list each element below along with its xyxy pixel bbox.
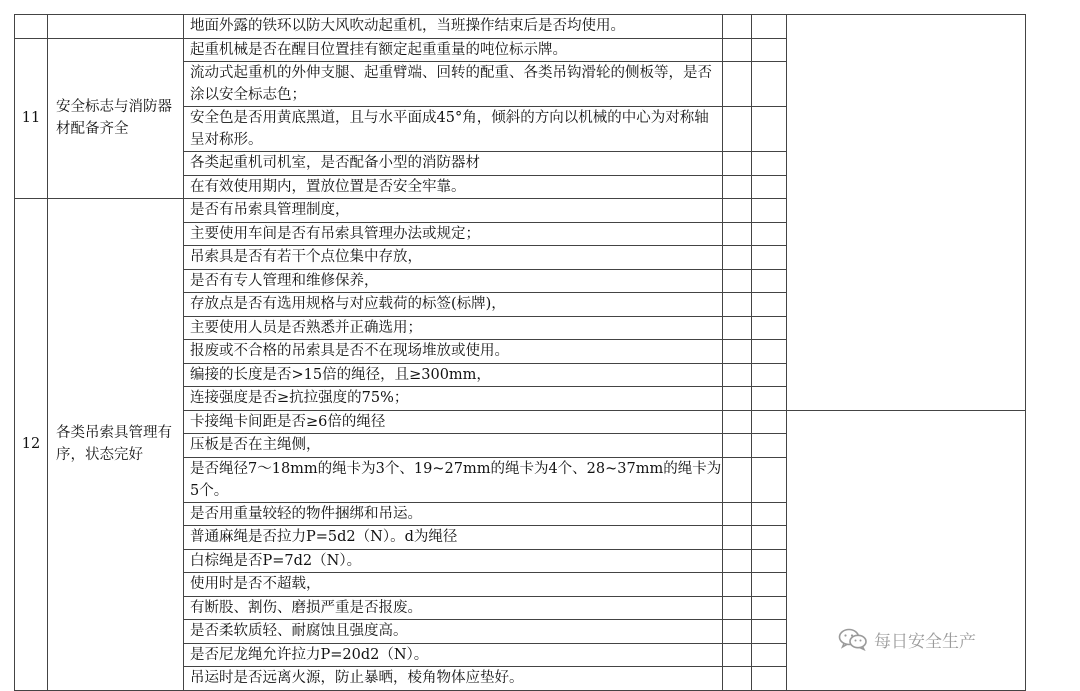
check-rule: 使用时是否不超载， <box>184 573 723 597</box>
result-cell-b[interactable] <box>752 667 787 691</box>
item-number <box>15 15 48 39</box>
result-cell-a[interactable] <box>723 387 752 411</box>
result-cell-a[interactable] <box>723 502 752 526</box>
result-cell-a[interactable] <box>723 38 752 62</box>
result-cell-a[interactable] <box>723 434 752 458</box>
result-cell-b[interactable] <box>752 152 787 176</box>
result-cell-b[interactable] <box>752 340 787 364</box>
result-cell-a[interactable] <box>723 316 752 340</box>
table-row <box>15 15 1026 39</box>
check-rule: 流动式起重机的外伸支腿、起重臂端、回转的配重、各类吊钩滑轮的侧板等，是否涂以安全标志色； <box>184 62 723 107</box>
result-cell-b[interactable] <box>752 363 787 387</box>
result-cell-b[interactable] <box>752 549 787 573</box>
wechat-icon <box>838 627 868 651</box>
result-cell-b[interactable] <box>752 643 787 667</box>
result-cell-a[interactable] <box>723 363 752 387</box>
result-cell-a[interactable] <box>723 573 752 597</box>
result-cell-b[interactable] <box>752 573 787 597</box>
result-cell-b[interactable] <box>752 199 787 223</box>
watermark-text: 每日安全生产 <box>874 631 976 652</box>
check-rule: 主要使用车间是否有吊索具管理办法或规定； <box>184 222 723 246</box>
item-number: 11 <box>15 38 48 199</box>
result-cell-b[interactable] <box>752 316 787 340</box>
result-cell-a[interactable] <box>723 667 752 691</box>
result-cell-b[interactable] <box>752 387 787 411</box>
result-cell-b[interactable] <box>752 434 787 458</box>
result-cell-a[interactable] <box>723 62 752 107</box>
result-cell-b[interactable] <box>752 38 787 62</box>
check-rule: 有断股、割伤、磨损严重是否报废。 <box>184 596 723 620</box>
result-cell-b[interactable] <box>752 175 787 199</box>
result-cell-a[interactable] <box>723 340 752 364</box>
check-rule: 各类起重机司机室，是否配备小型的消防器材 <box>184 152 723 176</box>
result-cell-b[interactable] <box>752 222 787 246</box>
result-cell-a[interactable] <box>723 526 752 550</box>
result-cell-a[interactable] <box>723 107 752 152</box>
check-rule: 安全色是否用黄底黑道，且与水平面成45°角，倾斜的方向以机械的中心为对称轴呈对称形。 <box>184 107 723 152</box>
watermark <box>838 624 976 654</box>
result-cell-a[interactable] <box>723 199 752 223</box>
result-cell-b[interactable] <box>752 15 787 39</box>
check-rule: 吊运时是否远离火源，防止暴晒，棱角物体应垫好。 <box>184 667 723 691</box>
result-cell-b[interactable] <box>752 410 787 434</box>
result-cell-a[interactable] <box>723 222 752 246</box>
check-rule: 连接强度是否≥抗拉强度的75%； <box>184 387 723 411</box>
result-cell-b[interactable] <box>752 62 787 107</box>
check-rule: 主要使用人员是否熟悉并正确选用； <box>184 316 723 340</box>
check-rule: 吊索具是否有若干个点位集中存放， <box>184 246 723 270</box>
remark-cell[interactable] <box>787 15 1026 411</box>
result-cell-a[interactable] <box>723 457 752 502</box>
check-rule: 是否有专人管理和维修保养， <box>184 269 723 293</box>
check-rule: 是否用重量较轻的物件捆绑和吊运。 <box>184 502 723 526</box>
result-cell-a[interactable] <box>723 596 752 620</box>
result-cell-a[interactable] <box>723 269 752 293</box>
check-rule: 地面外露的铁环以防大风吹动起重机，当班操作结束后是否均使用。 <box>184 15 723 39</box>
result-cell-a[interactable] <box>723 643 752 667</box>
result-cell-a[interactable] <box>723 293 752 317</box>
check-rule: 普通麻绳是否拉力P=5d2（N）。d为绳径 <box>184 526 723 550</box>
check-rule: 起重机械是否在醒目位置挂有额定起重重量的吨位标示牌。 <box>184 38 723 62</box>
result-cell-a[interactable] <box>723 246 752 270</box>
result-cell-b[interactable] <box>752 526 787 550</box>
check-rule: 白棕绳是否P=7d2（N）。 <box>184 549 723 573</box>
check-rule: 是否尼龙绳允许拉力P=20d2（N）。 <box>184 643 723 667</box>
item-number: 12 <box>15 199 48 691</box>
result-cell-a[interactable] <box>723 549 752 573</box>
check-item-name: 各类吊索具管理有序，状态完好 <box>48 199 184 691</box>
result-cell-b[interactable] <box>752 293 787 317</box>
result-cell-a[interactable] <box>723 620 752 644</box>
result-cell-b[interactable] <box>752 457 787 502</box>
result-cell-b[interactable] <box>752 269 787 293</box>
check-rule: 是否柔软质轻、耐腐蚀且强度高。 <box>184 620 723 644</box>
check-rule: 在有效使用期内，置放位置是否安全牢靠。 <box>184 175 723 199</box>
check-item-name <box>48 15 184 39</box>
safety-checklist-table <box>14 14 1026 691</box>
result-cell-a[interactable] <box>723 152 752 176</box>
check-rule: 报废或不合格的吊索具是否不在现场堆放或使用。 <box>184 340 723 364</box>
result-cell-b[interactable] <box>752 596 787 620</box>
check-item-name: 安全标志与消防器材配备齐全 <box>48 38 184 199</box>
check-rule: 是否绳径7～18mm的绳卡为3个、19~27mm的绳卡为4个、28~37mm的绳卡为5个。 <box>184 457 723 502</box>
check-rule: 存放点是否有选用规格与对应载荷的标签(标牌)， <box>184 293 723 317</box>
result-cell-b[interactable] <box>752 246 787 270</box>
check-rule: 卡接绳卡间距是否≥6倍的绳径 <box>184 410 723 434</box>
result-cell-b[interactable] <box>752 107 787 152</box>
result-cell-b[interactable] <box>752 502 787 526</box>
result-cell-a[interactable] <box>723 410 752 434</box>
result-cell-b[interactable] <box>752 620 787 644</box>
result-cell-a[interactable] <box>723 15 752 39</box>
result-cell-a[interactable] <box>723 175 752 199</box>
check-rule: 是否有吊索具管理制度， <box>184 199 723 223</box>
check-rule: 编接的长度是否>15倍的绳径，且≥300mm， <box>184 363 723 387</box>
check-rule: 压板是否在主绳侧， <box>184 434 723 458</box>
